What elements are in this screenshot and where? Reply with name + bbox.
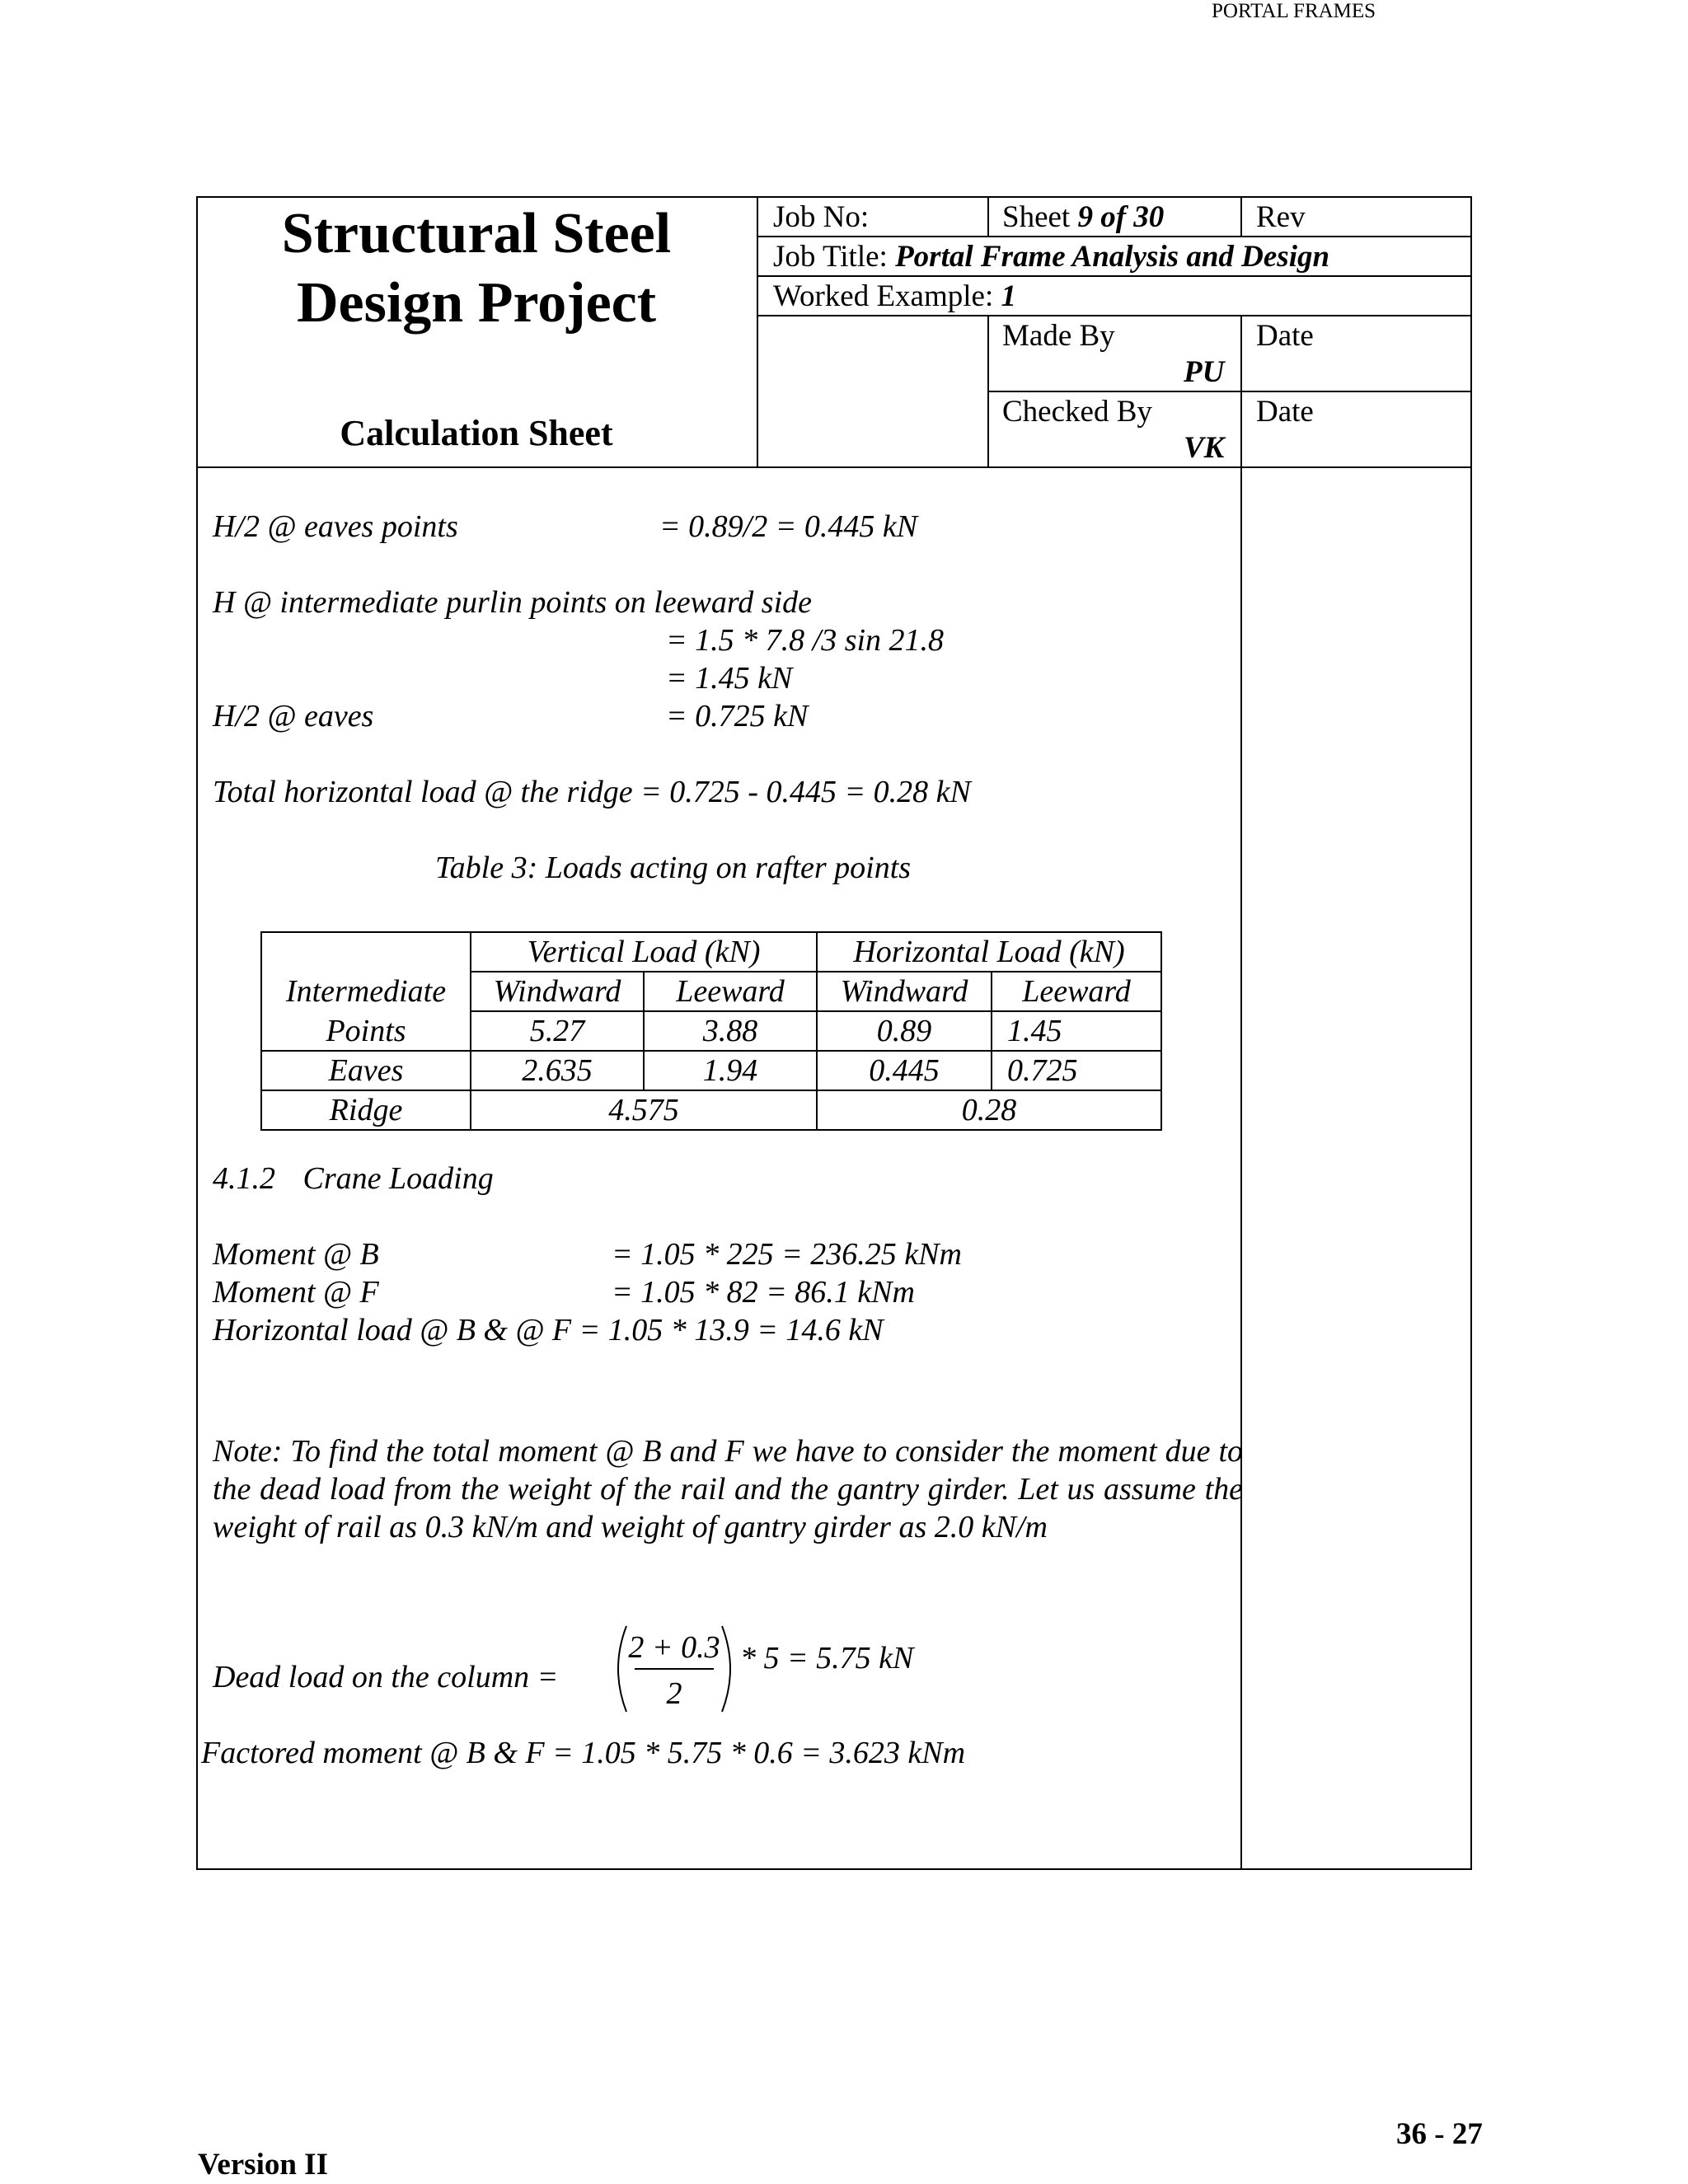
- moment-f-label: Moment @ F: [213, 1275, 379, 1310]
- crane-heading-title: Crane Loading: [302, 1161, 494, 1196]
- project-title: [198, 199, 755, 338]
- vertical-load-header: Vertical Load (kN): [471, 932, 817, 972]
- calc-line-4: = 1.45 kN: [666, 661, 793, 696]
- moment-f-value: = 1.05 * 82 = 86.1 kNm: [612, 1275, 915, 1310]
- worked-example-label: Worked Example:: [773, 279, 994, 313]
- table-row: [261, 1090, 1161, 1130]
- table-cell: 0.445: [817, 1051, 992, 1090]
- table-cell: 5.27: [471, 1011, 644, 1051]
- table-caption: Table 3: Loads acting on rafter points: [435, 851, 912, 885]
- table-subheader-row: [261, 972, 1161, 1011]
- calc-line-1-value: = 0.89/2 = 0.445 kN: [659, 509, 918, 544]
- crane-loading-heading: [213, 1160, 494, 1197]
- checked-by-value: VK: [1184, 431, 1225, 465]
- page-number: 36 - 27: [1396, 2117, 1483, 2151]
- table-row: [261, 1051, 1161, 1090]
- table-header-row: [261, 932, 1161, 972]
- calc-line-5-label: H/2 @ eaves: [213, 699, 374, 733]
- ridge-label: Ridge: [261, 1090, 471, 1130]
- checked-by-label: Checked By: [1002, 395, 1152, 429]
- calculation-sheet-label: Calculation Sheet: [340, 413, 613, 453]
- table-row: [261, 1011, 1161, 1051]
- running-header: PORTAL FRAMES: [1212, 0, 1376, 22]
- date-label-2: Date: [1256, 395, 1314, 429]
- worked-example-field: [773, 279, 1016, 314]
- subheader-horizontal-windward: Windward: [817, 972, 992, 1011]
- job-title-value: Portal Frame Analysis and Design: [895, 240, 1330, 274]
- dead-load-fraction: [608, 1619, 740, 1718]
- total-horizontal-load-line: Total horizontal load @ the ridge = 0.725 - 0.445 = 0.28 kN: [213, 775, 971, 809]
- job-title-label: Job Title:: [773, 240, 888, 274]
- table-cell: 2.635: [471, 1051, 644, 1090]
- table-cell: 1.94: [644, 1051, 817, 1090]
- calc-line-3: = 1.5 * 7.8 /3 sin 21.8: [666, 623, 945, 658]
- worked-example-value: 1: [1001, 279, 1016, 313]
- eaves-label: Eaves: [261, 1051, 471, 1090]
- points-label: Points: [261, 1011, 471, 1051]
- ridge-horizontal-load: 0.28: [817, 1090, 1161, 1130]
- project-title-line-2: Design Project: [296, 271, 657, 335]
- date-label-1: Date: [1256, 319, 1314, 353]
- note-paragraph: Note: To find the total moment @ B and F we have to consider the moment due to the dead load from the weight of the rail and the gantry girder. Let us assume the weight of rail as 0.3 kN/m and weight of gantry girder as 2.0 kN/m: [213, 1434, 1243, 1544]
- table-cell: 0.725: [992, 1051, 1161, 1090]
- table-cell: 1.45: [992, 1011, 1161, 1051]
- ridge-vertical-load: 4.575: [471, 1090, 817, 1130]
- factored-moment-line: Factored moment @ B & F = 1.05 * 5.75 * 0.6 = 3.623 kNm: [201, 1736, 966, 1770]
- subheader-vertical-windward: Windward: [471, 972, 644, 1011]
- moment-b-label: Moment @ B: [213, 1237, 379, 1272]
- table-cell: 0.89: [817, 1011, 992, 1051]
- calc-line-1-label: H/2 @ eaves points: [213, 509, 458, 544]
- calc-line-2: H @ intermediate purlin points on leeward side: [213, 585, 812, 620]
- subheader-vertical-leeward: Leeward: [644, 972, 817, 1011]
- sheet-field: [1002, 199, 1164, 235]
- version-label: Version II: [198, 2148, 328, 2182]
- job-no-label: Job No:: [773, 200, 870, 234]
- sheet-label: Sheet: [1002, 200, 1071, 234]
- table-cell: 3.88: [644, 1011, 817, 1051]
- rev-label: Rev: [1256, 200, 1306, 234]
- loads-table: [260, 931, 1162, 1131]
- moment-b-value: = 1.05 * 225 = 236.25 kNm: [612, 1237, 962, 1272]
- horizontal-load-line: Horizontal load @ B & @ F = 1.05 * 13.9 = 14.6 kN: [213, 1313, 884, 1347]
- fraction-denominator: 2: [666, 1676, 682, 1711]
- horizontal-load-header: Horizontal Load (kN): [817, 932, 1161, 972]
- crane-heading-number: 4.1.2: [213, 1161, 275, 1196]
- table-corner-cell: [261, 932, 471, 972]
- dead-load-label: Dead load on the column =: [213, 1660, 559, 1694]
- job-title-field: [773, 239, 1329, 274]
- fraction-numerator: 2 + 0.3: [628, 1630, 720, 1665]
- subheader-horizontal-leeward: Leeward: [992, 972, 1161, 1011]
- sheet-value: 9 of 30: [1077, 200, 1165, 234]
- made-by-label: Made By: [1002, 319, 1115, 353]
- calc-line-5-value: = 0.725 kN: [666, 699, 809, 733]
- intermediate-label: Intermediate: [261, 972, 471, 1011]
- project-title-line-1: Structural Steel: [281, 202, 672, 265]
- made-by-value: PU: [1184, 355, 1225, 389]
- dead-load-result: * 5 = 5.75 kN: [740, 1641, 914, 1675]
